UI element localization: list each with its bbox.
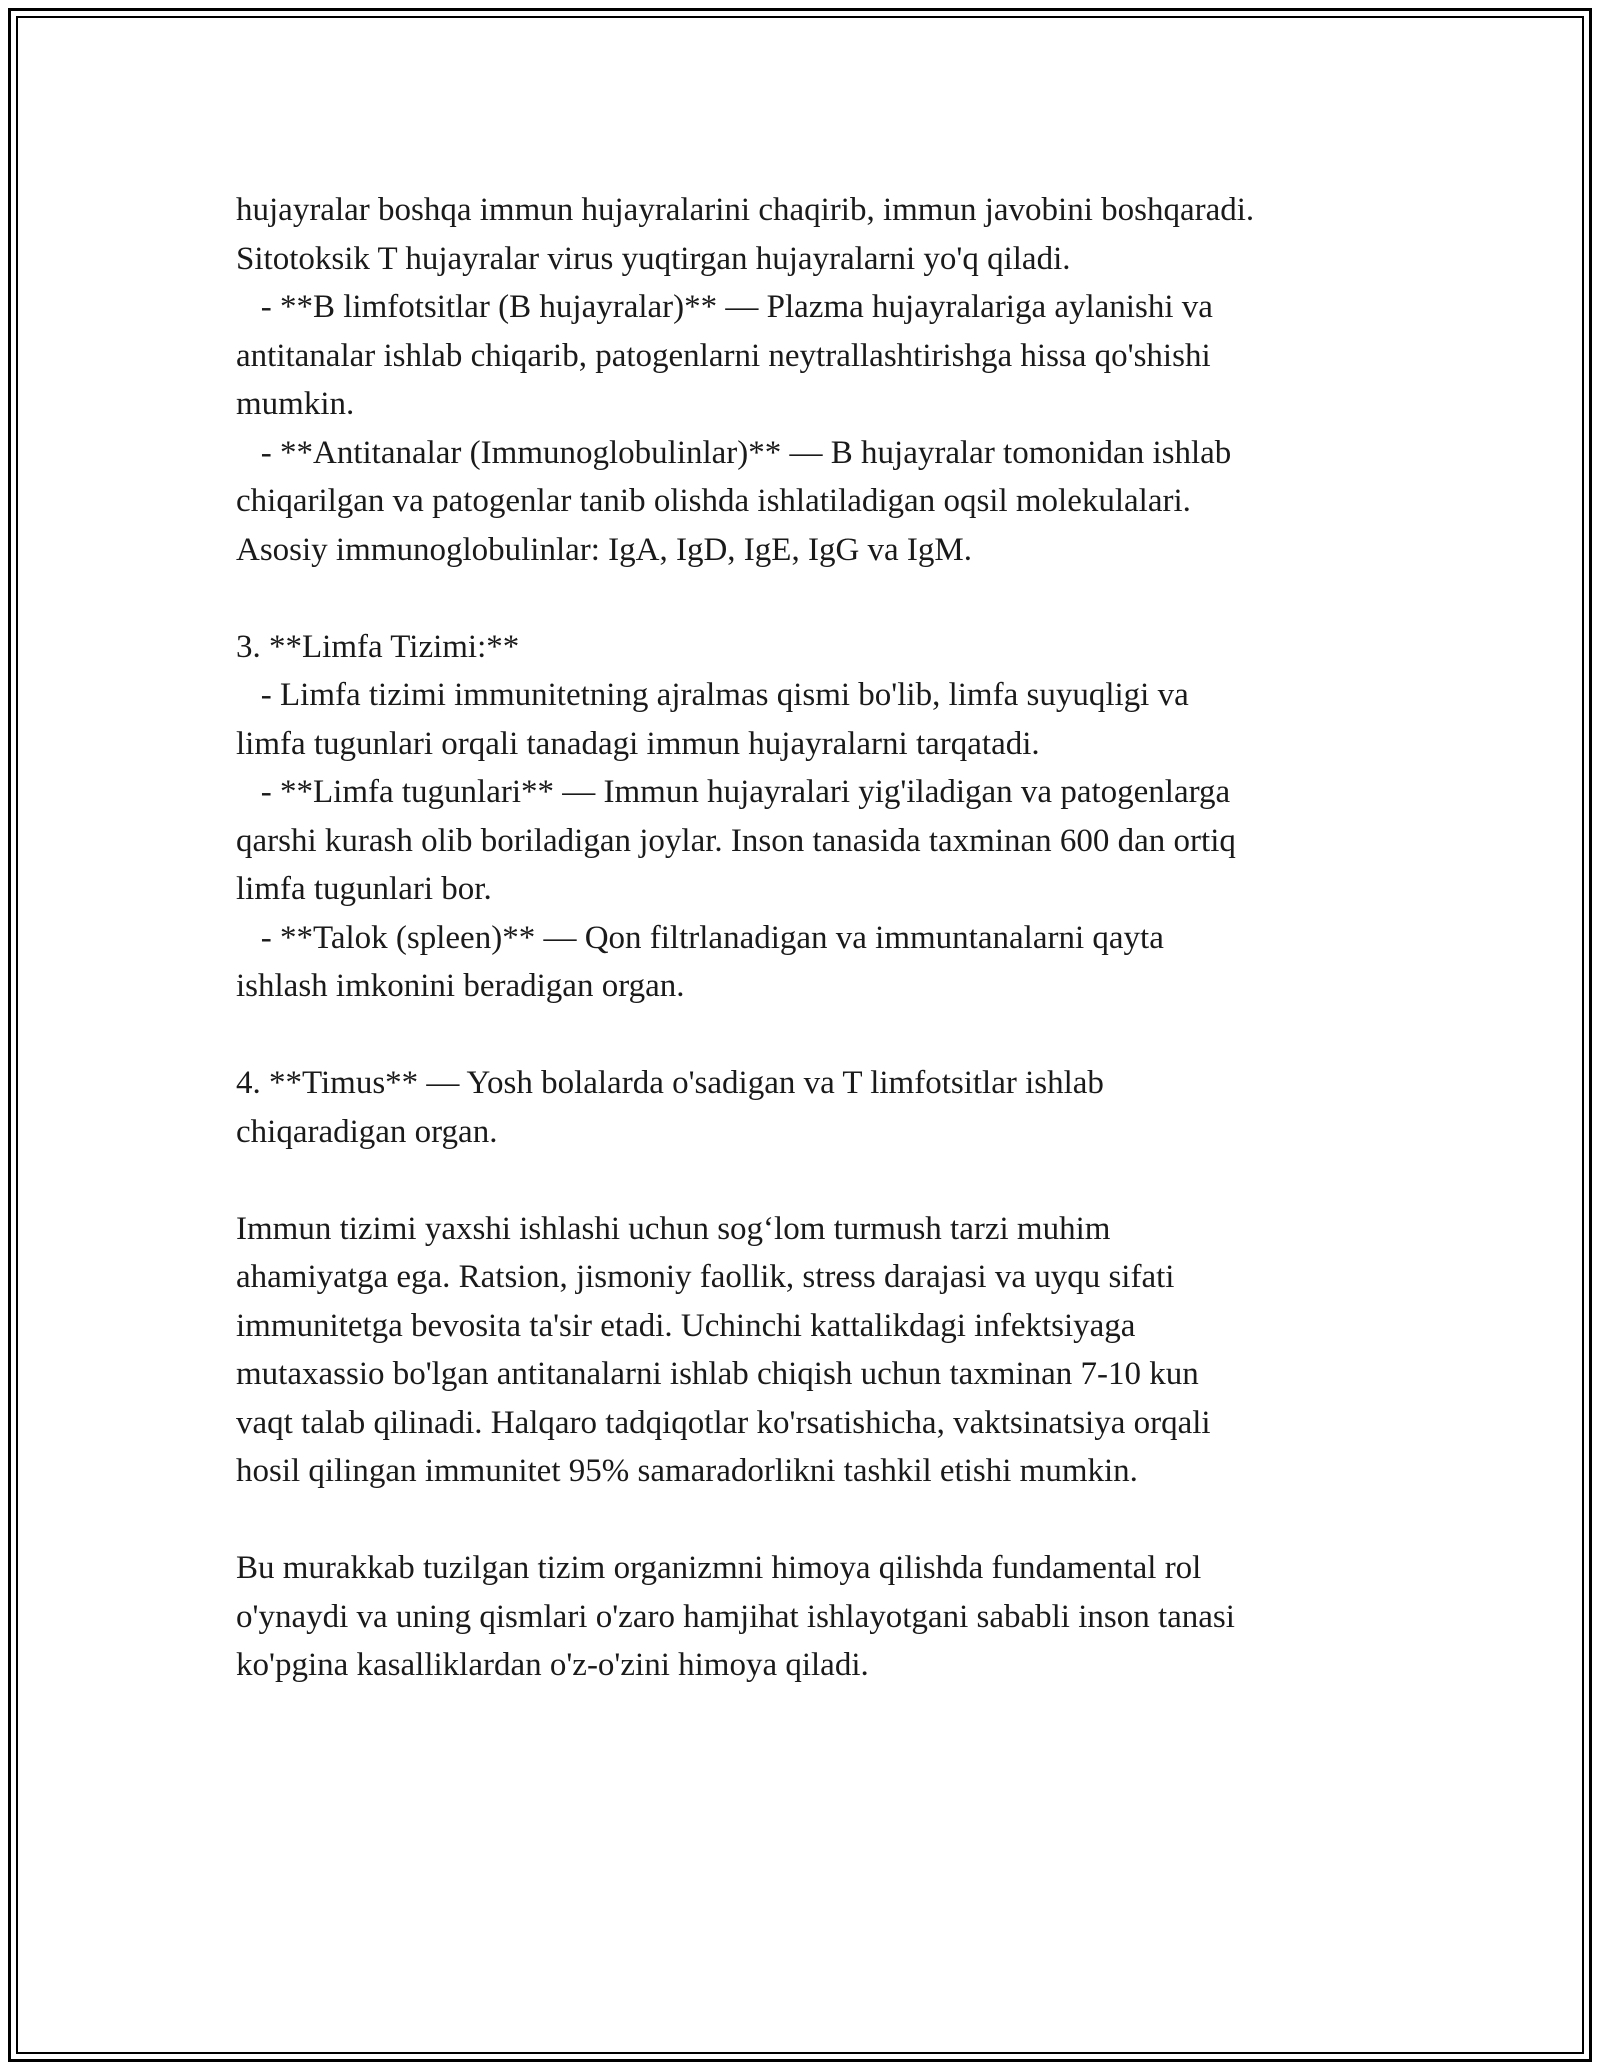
paragraph-line: immunitetga bevosita ta'sir etadi. Uchinchi kattalikdagi infektsiyaga [236, 1307, 1136, 1344]
paragraph-line: hosil qilingan immunitet 95% samaradorlikni tashkil etishi mumkin. [236, 1453, 1138, 1489]
paragraph-line: o'ynaydi va uning qismlari o'zaro hamjihat ishlayotgani sababli inson tanasi [236, 1598, 1235, 1635]
text-line: Asosiy immunoglobulinlar: IgA, IgD, IgE, IgG va IgM. [236, 531, 973, 568]
list-item-text: - **Limfa tugunlari** — Immun hujayralari yig'iladigan va patogenlarga [236, 774, 1231, 810]
text-line: Sitotoksik T hujayralar virus yuqtirgan hujayralarni yo'q qiladi. [236, 240, 1071, 277]
text-line: limfa tugunlari orqali tanadagi immun hujayralarni tarqatadi. [236, 725, 1040, 762]
paragraph-line: ahamiyatga ega. Ratsion, jismoniy faollik, stress darajasi va uyqu sifati [236, 1259, 1175, 1295]
paragraph-line: mutaxassio bo'lgan antitanalarni ishlab chiqish uchun taxminan 7-10 kun [236, 1356, 1199, 1392]
text-line: mumkin. [236, 386, 355, 422]
text-line: hujayralar boshqa immun hujayralarini chaqirib, immun javobini boshqaradi. [236, 192, 1255, 228]
text-line: limfa tugunlari bor. [236, 871, 492, 907]
text-line: antitanalar ishlab chiqarib, patogenlarni neytrallashtirishga hissa qo'shishi [236, 337, 1211, 374]
text-line: chiqaradigan organ. [236, 1113, 498, 1150]
text-line: qarshi kurash olib boriladigan joylar. Inson tanasida taxminan 600 dan ortiq [236, 822, 1236, 859]
document-body [236, 186, 1386, 1690]
paragraph-line: vaqt talab qilinadi. Halqaro tadqiqotlar ko'rsatishicha, vaktsinatsiya orqali [236, 1404, 1211, 1441]
section-heading: 3. **Limfa Tizimi:** [236, 628, 520, 665]
paragraph-spacer [236, 574, 1386, 623]
section-heading: 4. **Timus** — Yosh bolalarda o'sadigan va T limfotsitlar ishlab [236, 1065, 1104, 1101]
text-line: ishlash imkonini beradigan organ. [236, 968, 685, 1004]
paragraph-spacer [236, 1156, 1386, 1205]
paragraph-line: ko'pgina kasalliklardan o'z-o'zini himoya qiladi. [236, 1647, 869, 1683]
paragraph-spacer [236, 1011, 1386, 1060]
list-item-text: - **Talok (spleen)** — Qon filtrlanadigan va immuntanalarni qayta [236, 919, 1164, 956]
paragraph-line: Immun tizimi yaxshi ishlashi uchun sog‘lom turmush tarzi muhim [236, 1210, 1111, 1247]
list-item-text: - Limfa tizimi immunitetning ajralmas qismi bo'lib, limfa suyuqligi va [236, 677, 1189, 713]
list-item-text: - **B limfotsitlar (B hujayralar)** — Plazma hujayralariga aylanishi va [236, 289, 1213, 325]
list-item-text: - **Antitanalar (Immunoglobulinlar)** — B hujayralar tomonidan ishlab [236, 434, 1232, 471]
paragraph-line: Bu murakkab tuzilgan tizim organizmni himoya qilishda fundamental rol [236, 1550, 1202, 1586]
paragraph-spacer [236, 1496, 1386, 1545]
text-line: chiqarilgan va patogenlar tanib olishda ishlatiladigan oqsil molekulalari. [236, 483, 1191, 519]
